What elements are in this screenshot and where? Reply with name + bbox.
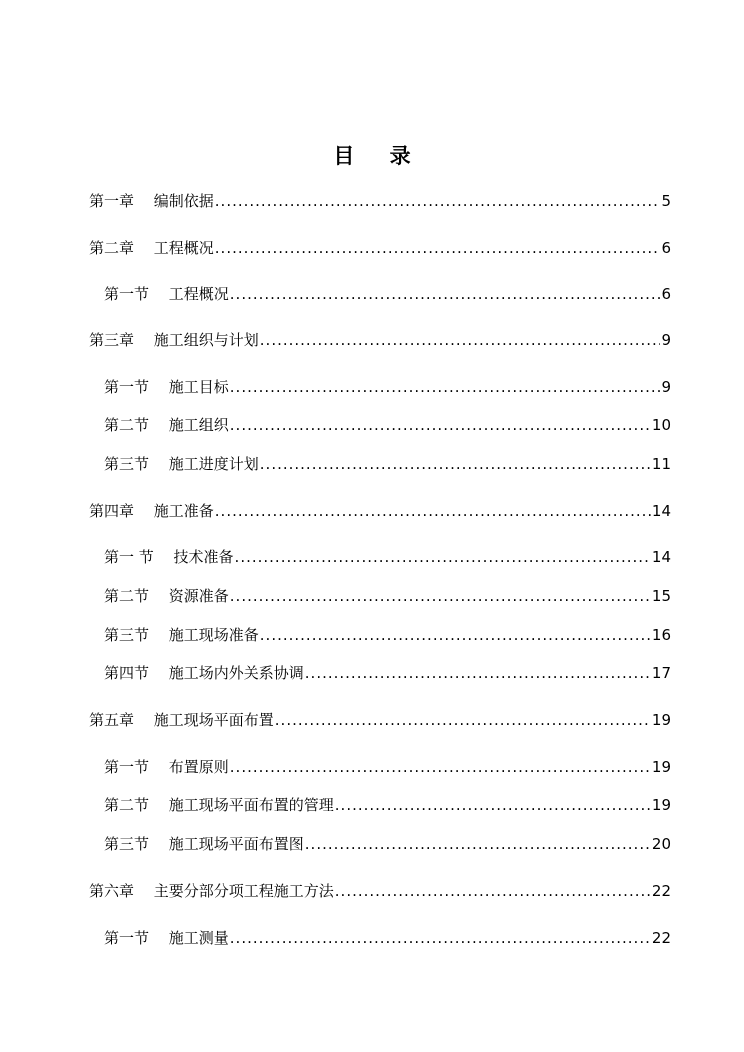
toc-page-number: 6 xyxy=(661,239,671,257)
toc-section-entry[interactable] xyxy=(104,453,671,475)
toc-section-entry[interactable] xyxy=(104,414,671,436)
toc-entry-label: 第一节 施工测量 xyxy=(104,929,229,947)
toc-entry-label: 第一章 编制依据 xyxy=(89,192,214,210)
toc-dot-leader xyxy=(230,283,661,305)
toc-entry-label: 第三节 施工现场平面布置图 xyxy=(104,835,304,853)
toc-dot-leader xyxy=(230,927,651,949)
toc-page-number: 6 xyxy=(661,285,671,303)
toc-page-number: 19 xyxy=(651,711,671,729)
toc-chapter-entry[interactable] xyxy=(89,880,671,902)
toc-page-number: 22 xyxy=(651,882,671,900)
toc-section-entry[interactable] xyxy=(104,833,671,855)
toc-dot-leader xyxy=(230,376,661,398)
toc-dot-leader xyxy=(305,662,651,684)
toc-entry-label: 第二节 施工现场平面布置的管理 xyxy=(104,796,334,814)
toc-chapter-entry[interactable] xyxy=(89,237,671,259)
toc-section-entry[interactable] xyxy=(104,283,671,305)
toc-page-number: 11 xyxy=(651,455,671,473)
toc-section-entry[interactable] xyxy=(104,794,671,816)
toc-entry-label: 第二章 工程概况 xyxy=(89,239,214,257)
toc-dot-leader xyxy=(230,414,651,436)
toc-chapter-entry[interactable] xyxy=(89,500,671,522)
toc-section-entry[interactable] xyxy=(104,376,671,398)
toc-section-entry[interactable] xyxy=(104,546,671,568)
toc-page-number: 20 xyxy=(651,835,671,853)
toc-page-number: 17 xyxy=(651,664,671,682)
toc-page-number: 19 xyxy=(651,796,671,814)
toc-title: 目 录 xyxy=(333,144,425,168)
toc-section-entry[interactable] xyxy=(104,662,671,684)
toc-entry-label: 第三节 施工现场准备 xyxy=(104,626,259,644)
toc-dot-leader xyxy=(235,546,651,568)
toc-entry-label: 第三节 施工进度计划 xyxy=(104,455,259,473)
toc-page-number: 9 xyxy=(661,378,671,396)
toc-dot-leader xyxy=(230,585,651,607)
toc-section-entry[interactable] xyxy=(104,927,671,949)
toc-dot-leader xyxy=(260,329,661,351)
toc-dot-leader xyxy=(335,880,651,902)
toc-page-number: 22 xyxy=(651,929,671,947)
toc-dot-leader xyxy=(215,237,661,259)
toc-dot-leader xyxy=(305,833,651,855)
toc-dot-leader xyxy=(335,794,651,816)
toc-dot-leader xyxy=(215,500,651,522)
toc-dot-leader xyxy=(230,756,651,778)
toc-section-entry[interactable] xyxy=(104,624,671,646)
toc-section-entry[interactable] xyxy=(104,585,671,607)
toc-entry-label: 第一节 布置原则 xyxy=(104,758,229,776)
toc-entry-label: 第四节 施工场内外关系协调 xyxy=(104,664,304,682)
toc-chapter-entry[interactable] xyxy=(89,190,671,212)
toc-page-number: 5 xyxy=(661,192,671,210)
toc-chapter-entry[interactable] xyxy=(89,709,671,731)
toc-entry-label: 第一节 工程概况 xyxy=(104,285,229,303)
toc-entry-label: 第一 节 技术准备 xyxy=(104,548,234,566)
toc-entry-label: 第二节 施工组织 xyxy=(104,416,229,434)
toc-page-number: 16 xyxy=(651,626,671,644)
toc-entry-label: 第四章 施工准备 xyxy=(89,502,214,520)
toc-page-number: 14 xyxy=(651,548,671,566)
toc-dot-leader xyxy=(260,624,651,646)
toc-dot-leader xyxy=(260,453,651,475)
toc-entry-label: 第三章 施工组织与计划 xyxy=(89,331,259,349)
toc-page-number: 15 xyxy=(651,587,671,605)
toc-entry-label: 第五章 施工现场平面布置 xyxy=(89,711,274,729)
toc-chapter-entry[interactable] xyxy=(89,329,671,351)
toc-page-number: 14 xyxy=(651,502,671,520)
toc-dot-leader xyxy=(275,709,651,731)
toc-entry-label: 第六章 主要分部分项工程施工方法 xyxy=(89,882,334,900)
toc-dot-leader xyxy=(215,190,661,212)
toc-page-number: 19 xyxy=(651,758,671,776)
toc-entry-label: 第一节 施工目标 xyxy=(104,378,229,396)
toc-page-number: 10 xyxy=(651,416,671,434)
toc-section-entry[interactable] xyxy=(104,756,671,778)
toc-entry-label: 第二节 资源准备 xyxy=(104,587,229,605)
toc-page-number: 9 xyxy=(661,331,671,349)
